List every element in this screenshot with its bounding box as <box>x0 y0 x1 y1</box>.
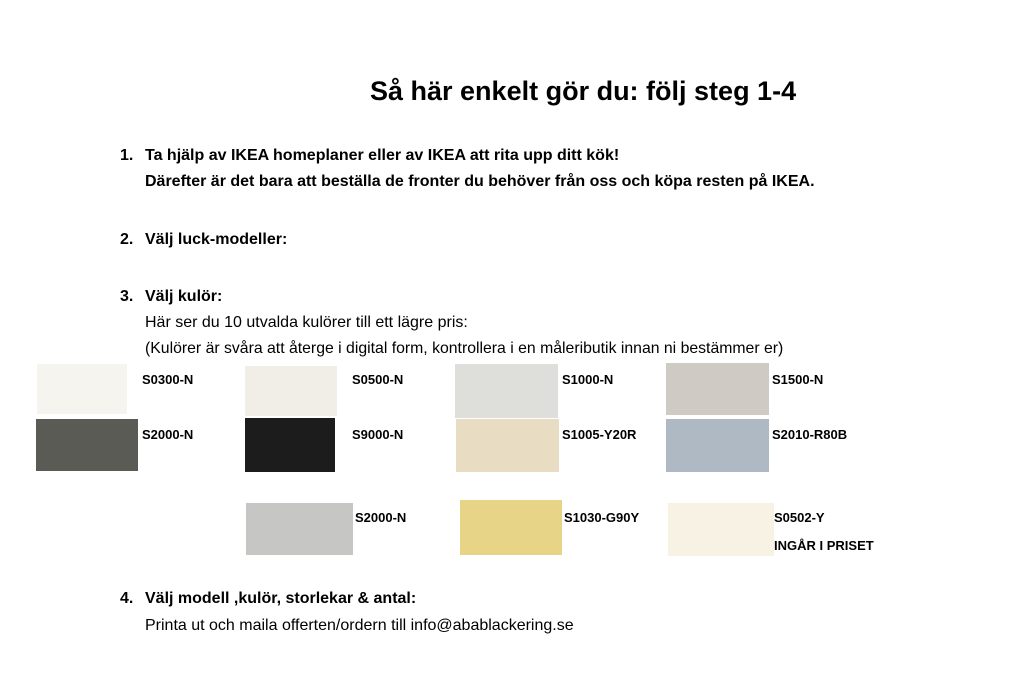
color-code: S1000-N <box>562 372 614 387</box>
step-3-heading: Välj kulör: <box>145 288 223 305</box>
step-4-heading: Välj modell ,kulör, storlekar & antal: <box>145 590 417 607</box>
step-3-number: 3. <box>120 288 134 305</box>
color-swatch <box>666 363 769 415</box>
step-2-heading: Välj luck-modeller: <box>145 231 288 248</box>
color-code: S1500-N <box>772 372 824 387</box>
color-swatch <box>455 364 558 418</box>
color-code: S0500-N <box>352 372 404 387</box>
color-code: S2010-R80B <box>772 427 848 442</box>
color-code: S2000-N <box>142 427 194 442</box>
color-swatch <box>246 503 353 555</box>
color-swatch <box>668 503 774 556</box>
step-1-number: 1. <box>120 147 134 164</box>
step-3-intro: Här ser du 10 utvalda kulörer till ett lägre pris: <box>145 314 468 331</box>
step-4-number: 4. <box>120 590 134 607</box>
step-4-text: Printa ut och maila offerten/ordern till info@abablackering.se <box>145 617 574 634</box>
included-in-price-note: INGÅR I PRISET <box>774 538 874 553</box>
step-1-heading: Ta hjälp av IKEA homeplaner eller av IKEA att rita upp ditt kök! <box>145 147 620 164</box>
step-2-number: 2. <box>120 231 134 248</box>
step-3-note: (Kulörer är svåra att återge i digital form, kontrollera i en måleributik innan ni bestämmer er) <box>145 340 784 357</box>
color-code: S0300-N <box>142 372 194 387</box>
page-title: Så här enkelt gör du: följ steg 1-4 <box>370 76 797 106</box>
color-swatch <box>37 364 127 414</box>
color-swatch <box>36 419 138 471</box>
color-code: S9000-N <box>352 427 404 442</box>
color-swatch <box>456 419 559 472</box>
color-code: S1030-G90Y <box>564 510 640 525</box>
color-swatch <box>460 500 562 555</box>
step-1-text: Därefter är det bara att beställa de fronter du behöver från oss och köpa resten på IKEA. <box>145 173 815 190</box>
color-code: S1005-Y20R <box>562 427 637 442</box>
color-swatch <box>245 418 335 472</box>
color-swatch <box>245 366 337 416</box>
color-code: S2000-N <box>355 510 407 525</box>
color-swatch <box>666 419 769 472</box>
color-code: S0502-Y <box>774 510 825 525</box>
